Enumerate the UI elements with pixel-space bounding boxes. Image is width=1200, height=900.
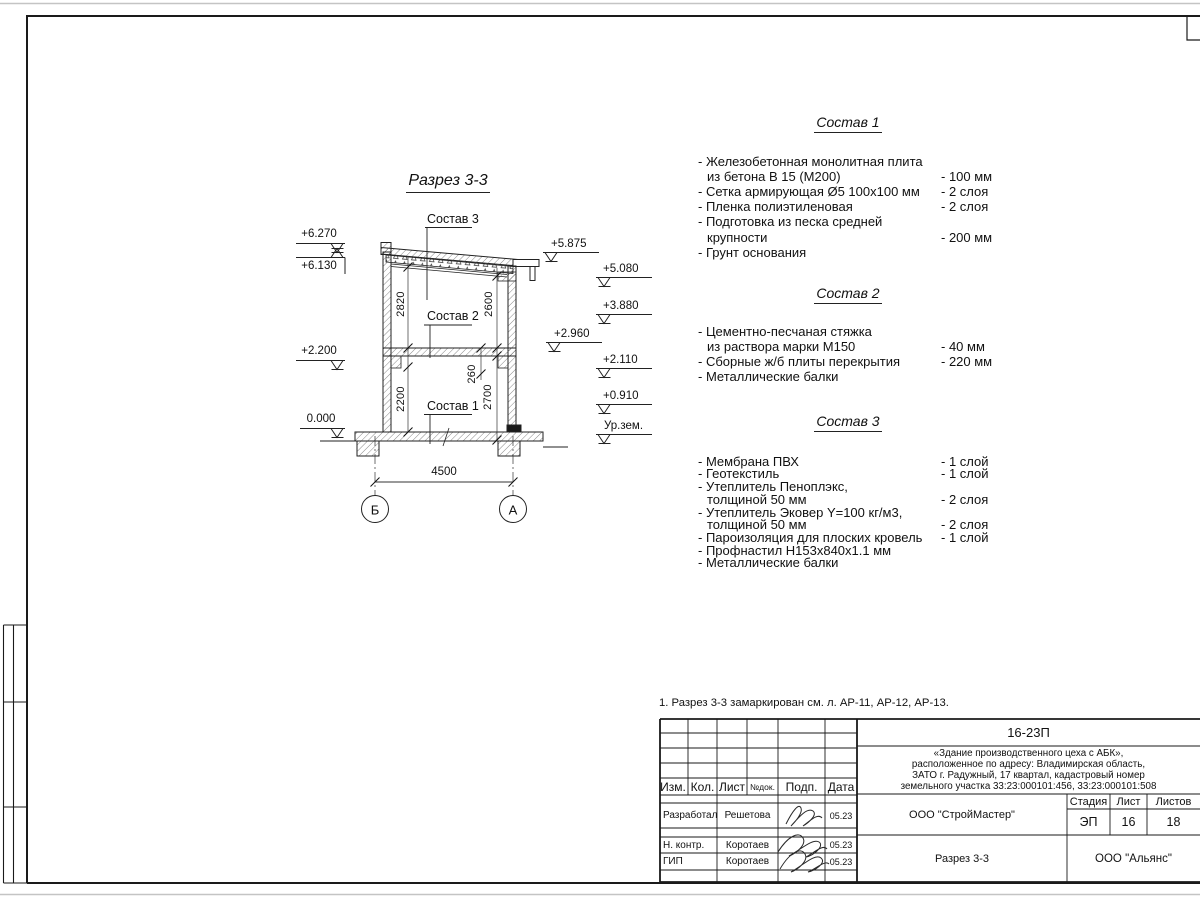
elevation-0910: +0.910 [603,390,639,402]
list-item [698,369,998,384]
dim-2600: 2600 [483,291,495,317]
item-text: - Утеплитель Эковер Y=100 кг/м3, [698,504,903,520]
elevation-0000: 0.000 [306,413,336,425]
project-description-line: земельного участка 33:23:000101:456, 33:23:000101:508 [900,781,1157,792]
composition-list-2 [698,286,998,384]
item-text: - Цементно-песчаная стяжка [698,324,872,340]
item-value: - 1 слой [941,529,989,545]
signatures [778,806,829,872]
elevation-2960: +2.960 [554,328,590,340]
sign-date: 05.23 [829,840,853,850]
item-value: - 2 слоя [941,199,989,215]
item-text: - Мембрана ПВХ [698,453,799,469]
axis-bubble-a: А [508,502,518,518]
item-text: крупности [707,229,768,245]
list-item [698,557,998,570]
axis-bubble-b: Б [370,502,380,518]
elevation-5875: +5.875 [551,238,587,250]
composition-list-3 [698,415,998,570]
project-code: 16-23П [1007,725,1050,740]
stamp-col-kol: Кол. [690,779,715,794]
elevation-marks [296,244,652,444]
item-value: - 1 слой [941,466,989,482]
sign-name: Решетова [724,810,771,821]
item-text: - Грунт основания [698,244,807,260]
list-item [698,214,998,229]
list-item [698,199,998,214]
sign-role: Разработал [663,810,718,821]
sign-name: Коротаев [725,856,770,867]
stamp-col-list: Лист [718,779,746,794]
stamp-col-podp: Подп. [785,779,818,794]
list-item [698,324,998,339]
axis-lines [362,436,527,523]
item-value: - 200 мм [941,229,993,245]
composition-1-title: Состав 1 [698,115,998,130]
list-item [698,339,998,354]
signature-korotaev-1 [778,835,827,857]
dim-2820: 2820 [395,291,407,317]
stage-value: ЭП [1079,815,1098,829]
item-value: - 2 слоя [941,491,989,507]
elevation-6130: +6.130 [301,260,337,272]
item-text: - Металлические балки [698,369,839,385]
stamp-sheet-title: Разрез 3-3 [934,852,989,865]
item-text: - Профнастил Н153х840х1.1 мм [698,542,892,558]
dim-260: 260 [466,364,478,384]
item-value: - 40 мм [941,339,985,355]
list-item [698,354,998,369]
layer-label-sostav2: Состав 2 [427,309,479,323]
list-item [698,230,998,245]
item-text: - Пленка полиэтиленовая [698,199,853,215]
item-text: из бетона В 15 (М200) [707,169,841,185]
sign-role: ГИП [663,856,683,867]
item-value: - 2 слоя [941,517,989,533]
elevation-6270: +6.270 [301,228,337,240]
list-item [698,245,998,260]
elevation-2110: +2.110 [603,354,638,366]
signature-korotaev-2 [780,851,829,872]
stamp-col-data: Дата [827,779,855,794]
dimension-lines [404,256,502,445]
item-text: - Сборные ж/б плиты перекрытия [698,354,901,370]
sheet-note: 1. Разрез 3-3 замаркирован см. л. АР-11, АР-12, АР-13. [659,697,949,709]
composition-list-1 [698,115,998,260]
dim-4500: 4500 [431,466,457,478]
sign-date: 05.23 [829,856,853,867]
item-text: - Сетка армирующая Ø5 100x100 мм [698,184,920,200]
stage-col-stadia: Стадия [1069,795,1108,808]
item-value: - 2 слоя [941,184,989,200]
project-description-line: ЗАТО г. Радужный, 17 квартал, кадастровый номер [912,770,1145,781]
item-text: толщиной 50 мм [707,517,807,533]
item-text: - Геотекстиль [698,466,780,482]
sign-name: Коротаев [725,839,770,851]
item-text: - Металлические балки [698,555,839,571]
stamp-col-ndok: №док. [750,781,775,792]
elevation-ground-level: Ур.зем. [604,420,644,432]
elevation-2200: +2.200 [301,345,337,357]
contractor-org: ООО "СтройМастер" [909,808,1015,821]
section-drawing [320,243,568,457]
item-value: - 220 мм [941,354,993,370]
elevation-5080: +5.080 [603,263,639,275]
item-text: - Пароизоляция для плоских кровель [698,529,923,545]
item-text: толщиной 50 мм [707,491,807,507]
stage-col-list: Лист [1116,795,1141,808]
elevation-3880: +3.880 [603,300,639,312]
layer-label-sostav1: Состав 1 [427,399,479,413]
dim-2200: 2200 [395,386,407,412]
layer-label-sostav3: Состав 3 [427,212,479,226]
project-description-line: «Здание производственного цеха с АБК», [933,748,1124,759]
sheet-count: 18 [1166,815,1181,829]
list-item [698,169,998,184]
list-item [698,184,998,199]
stamp-col-izm: Изм. [660,779,686,794]
sheet-number: 16 [1121,815,1136,829]
project-description [857,746,1200,794]
stage-col-listov: Листов [1155,795,1192,808]
item-value: - 1 слой [941,453,989,469]
item-text: - Подготовка из песка средней [698,214,883,230]
signature-reshetova [786,806,822,826]
customer-org: ООО "Альянс" [1095,852,1172,865]
project-description-line: расположенное по адресу: Владимирская область, [911,759,1146,770]
item-text: - Железобетонная монолитная плита [698,154,923,170]
item-value: - 100 мм [941,169,993,185]
sign-role: Н. контр. [663,839,705,851]
item-text: из раствора марки М150 [707,339,856,355]
composition-2-title: Состав 2 [698,286,998,301]
item-text: - Утеплитель Пеноплэкс, [698,479,848,495]
list-item [698,154,998,169]
sign-date: 05.23 [829,810,853,821]
view-title: Разрез 3-3 [406,172,490,193]
dim-2700: 2700 [482,384,494,410]
composition-3-title: Состав 3 [698,415,998,428]
